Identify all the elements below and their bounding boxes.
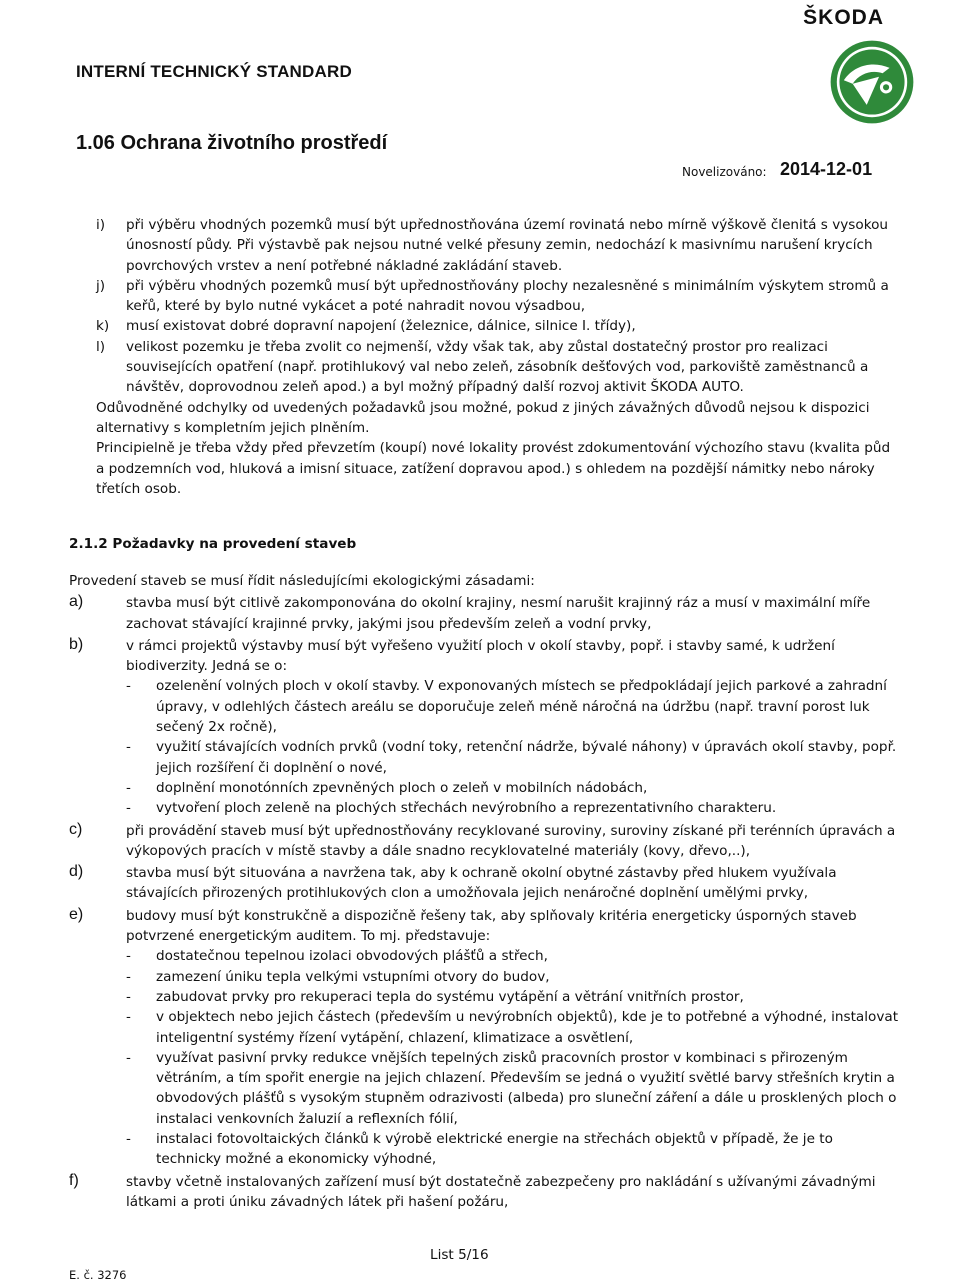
- sub-item: [126, 967, 899, 987]
- list-item: [69, 636, 899, 819]
- list-marker: e): [69, 905, 84, 923]
- sub-item-text: ozelenění volných ploch v okolí stavby. V exponovaných místech se předpokládají jejich parkové a zahradní úpravy, v odlehlých částech areálu se doporučuje zeleň méně náročná na údržbu (např. travní porost luk sečený 2x ročně),: [156, 678, 887, 736]
- sub-item-text: vytvoření ploch zeleně na plochých střechách nevýrobního a reprezentativního charakteru.: [156, 800, 777, 817]
- doc-title: INTERNÍ TECHNICKÝ STANDARD: [76, 62, 352, 81]
- intro-text: Provedení staveb se musí řídit následujícími ekologickými zásadami:: [69, 573, 535, 589]
- dash-marker: -: [126, 1009, 131, 1026]
- list-marker: k): [96, 318, 110, 335]
- list-item: [96, 215, 896, 276]
- list-marker: i): [96, 217, 106, 233]
- document-number: E. č. 3276: [69, 1268, 127, 1282]
- list-item-text: budovy musí být konstrukčně a dispozičně řešeny tak, aby splňovaly kritéria energeticky úsporných staveb potvrzené energetickým auditem. To mj. představuje:: [126, 907, 857, 945]
- subsection-heading: 2.1.2 Požadavky na provedení staveb: [69, 536, 357, 552]
- dash-marker: -: [126, 678, 131, 695]
- list-item: [69, 1172, 899, 1213]
- list-item-text: stavby včetně instalovaných zařízení musí být dostatečně zabezpečeny pro nakládání s užívanými závadnými látkami a proti úniku závadných látek při hašení požáru,: [126, 1173, 876, 1210]
- sub-item: [126, 987, 899, 1007]
- sub-item: [126, 946, 899, 966]
- list-marker: l): [96, 338, 106, 355]
- dash-marker: -: [126, 1131, 131, 1148]
- list-marker: b): [69, 635, 84, 653]
- sub-item-text: doplnění monotónních zpevněných ploch o zeleň v mobilních nádobách,: [156, 779, 648, 796]
- dash-marker: -: [126, 800, 131, 817]
- sub-item-text: zabudovat prvky pro rekuperaci tepla do systému vytápění a větrání vnitřních prostor,: [156, 988, 744, 1005]
- section-title: 1.06 Ochrana životního prostředí: [76, 132, 388, 154]
- sub-item-text: instalaci fotovoltaických článků k výrobě elektrické energie na střechách objektů v případě, že je to technicky možné a ekonomicky výhodné,: [156, 1131, 833, 1168]
- list-item-text: při provádění staveb musí být upřednostňovány recyklované suroviny, suroviny získané při terénních úpravách a výkopových pracích v místě stavby a dále snadno recyklovatelné materiály (kovy, dřevo,..),: [126, 822, 896, 859]
- list-item: [96, 316, 896, 336]
- revision-date: 2014-12-01: [780, 159, 873, 179]
- sub-item-text: využívat pasivní prvky redukce vnějších tepelných zisků pracovních prostor v kombinaci s přirozeným větráním, a tím spořit energie na jejich chlazení. Především se jedná o využití světlé barvy střešních krytin a obvodových plášťů s vysokým stupněm odrazivosti (albeda) pro sluneční záření a dále u prosklených ploch o instalaci venkovních žaluzií a reflexních fólií,: [156, 1049, 897, 1127]
- list-item-text: při výběru vhodných pozemků musí být upřednostňována území rovinatá nebo mírně výškově členitá s vysokou únosností půdy. Při výstavbě pak nejsou nutné velké přesuny zemin, nedochází k masivnímu narušení krycích povrchových vrstev a není potřebné nákladné zakládání staveb.: [126, 217, 889, 274]
- dash-marker: -: [126, 1049, 131, 1066]
- sub-item: [126, 778, 899, 798]
- sub-item-text: zamezení úniku tepla velkými vstupními otvory do budov,: [156, 968, 550, 985]
- list-item: [69, 821, 899, 862]
- list-marker: d): [69, 863, 84, 881]
- list-item-text: v rámci projektů výstavby musí být vyřešeno využití ploch v okolí stavby, popř. i stavby samé, k udržení biodiverzity. Jedná se o:: [126, 637, 835, 675]
- sub-item: [126, 737, 899, 778]
- dash-marker: -: [126, 779, 131, 796]
- sub-item-text: využití stávajících vodních prvků (vodní toky, retenční nádrže, bývalé náhony) v úpravách okolí stavby, popř. jejich rozšíření či doplnění o nové,: [156, 739, 897, 776]
- sub-item-text: dostatečnou tepelnou izolaci obvodových plášťů a střech,: [156, 948, 548, 965]
- list-item-text: musí existovat dobré dopravní napojení (železnice, dálnice, silnice I. třídy),: [126, 318, 636, 335]
- sub-item: [126, 1048, 899, 1129]
- skoda-logo-icon: [828, 38, 916, 126]
- list-item-text: stavba musí být situována a navržena tak, aby k ochraně okolní obytné zástavby před hlukem využívala stávajících přirozených protihlukových clon a umožňovala jejich nenáročné doplnění umělými prvky,: [126, 865, 837, 902]
- list-item-text: při výběru vhodných pozemků musí být upřednostňovány plochy nezalesněné s minimálním výskytem stromů a keřů, které by bylo nutné vykácet a poté nahradit novou výsadbou,: [126, 277, 889, 315]
- sub-item: [126, 798, 899, 818]
- revision-label: Novelizováno:: [682, 165, 767, 179]
- list-item: [96, 337, 896, 398]
- list-marker: c): [69, 820, 83, 838]
- list-item: [69, 906, 899, 1170]
- requirements-list-1: [96, 215, 896, 499]
- sub-item: [126, 1129, 899, 1170]
- dash-marker: -: [126, 948, 131, 965]
- list-item: [69, 863, 899, 904]
- requirements-list-2: [69, 593, 899, 1212]
- paragraph-deviations: Odůvodněné odchylky od uvedených požadavků jsou možné, pokud z jiných závažných důvodů nejsou k dispozici alternativy s kompletním jejich plněním.: [96, 399, 870, 436]
- list-item: [96, 276, 896, 317]
- brand-wordmark: ŠKODA: [803, 6, 884, 29]
- dash-marker: -: [126, 739, 131, 756]
- sub-item: [126, 676, 899, 737]
- dash-marker: -: [126, 988, 131, 1005]
- construction-requirements: [69, 571, 899, 1212]
- list-item: [69, 593, 899, 634]
- list-item-text: velikost pozemku je třeba zvolit co nejmenší, vždy však tak, aby zůstal dostatečný prostor pro realizaci souvisejících opatření (např. protihlukový val nebo zeleň, zásobník dešťových vod, parkoviště zaměstnanců a návštěv, doprovodnou zeleň apod.) a byl možný případný další rozvoj aktivit ŠKODA AUTO.: [126, 338, 869, 396]
- list-marker: j): [96, 277, 106, 294]
- sub-item: [126, 1007, 899, 1048]
- dash-marker: -: [126, 968, 131, 985]
- sub-item-text: v objektech nebo jejich částech (především u nevýrobních objektů), kde je to potřebné a výhodné, instalovat inteligentní systémy řízení vytápění, chlazení, klimatizace a osvětlení,: [156, 1009, 899, 1046]
- list-marker: f): [69, 1171, 79, 1189]
- list-item-text: stavba musí být citlivě zakomponována do okolní krajiny, nesmí narušit krajinný ráz a musí v maximální míře zachovat stávající krajinné prvky, jakými jsou především zeleň a vodní prvky,: [126, 595, 871, 632]
- paragraph-baseline-documentation: Principielně je třeba vždy před převzetím (koupí) nové lokality provést zdokumentování výchozího stavu (kvalita půd a podzemních vod, hluková a imisní situace, zatížení dopravou apod.) s ohledem na pozdější námitky nebo nároky třetích osob.: [96, 440, 891, 497]
- list-marker: a): [69, 593, 84, 611]
- page-number: List 5/16: [430, 1247, 489, 1263]
